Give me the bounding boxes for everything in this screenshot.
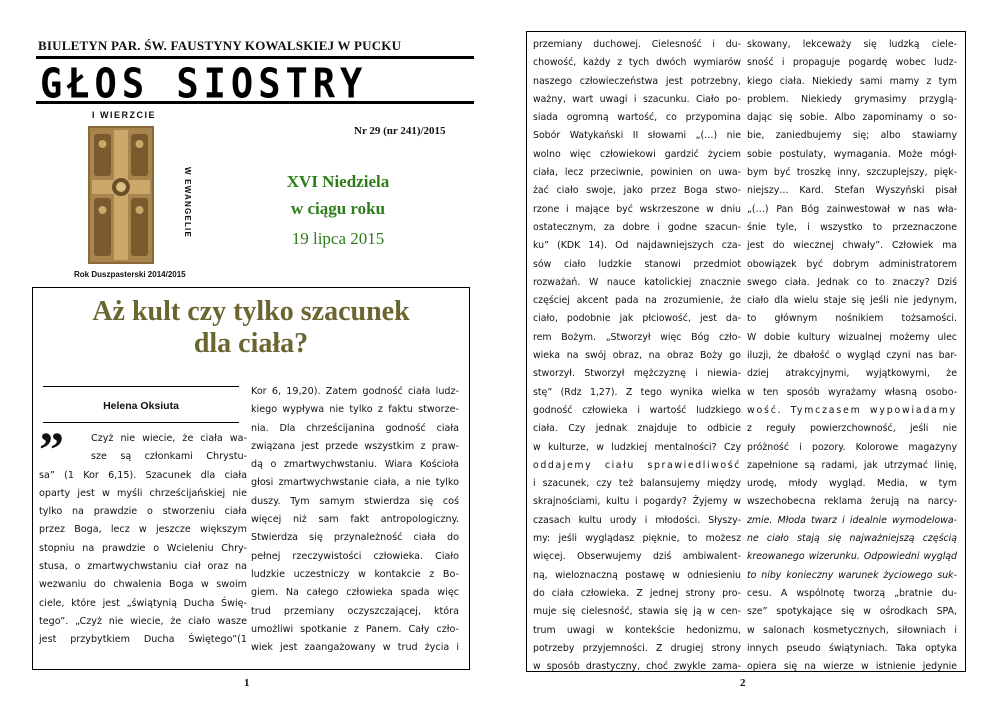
text-line: to niby konieczny warunek życiowego suk-: [747, 569, 957, 581]
text-line: sność i propaguje pogardę wobec ludz-: [747, 57, 957, 69]
text-line: dziej atrakcyjnymi, wyjątkowymi, że: [747, 368, 957, 380]
text-line: trum uwagi w kontekście hedonizmu,: [533, 624, 741, 636]
text-line: umożliwi spotkanie z Panem. Cały czło-: [251, 623, 459, 635]
text-line: w salonach kosmetycznych, siłowniach i: [747, 624, 957, 636]
opening-quote-mark: ”: [39, 421, 64, 477]
text-line: oddajemy ciału sprawiedliwość: [533, 459, 741, 471]
text-line: my: jeśli wyglądasz pięknie, to możesz: [533, 533, 741, 545]
article-frame: [32, 287, 470, 670]
cross-relief-image: [88, 126, 154, 264]
text-line: urodę, młody wygląd. Media, w tym: [747, 478, 957, 490]
page-number-2: 2: [740, 677, 746, 689]
text-line: w sposób drastyczny, choć zwykle zama-: [533, 661, 741, 673]
text-line: potrzeby przyjemności. Z drugiej strony: [533, 642, 741, 654]
text-line: jest przybytkiem Ducha Świętego”(1: [39, 634, 247, 646]
text-line: skowany, lekceważy się ludzką ciele-: [747, 39, 957, 50]
author-rule-bottom: [43, 422, 239, 423]
text-line: tego”. „Czyż nie wiecie, że ciało wasze: [39, 615, 247, 627]
article-title-line-2: dla ciała?: [193, 328, 309, 359]
text-line: ku” (KDK 14). Od najdawniejszych cza-: [533, 240, 741, 252]
text-line: W dobie kultury wizualnej możemy ulec: [747, 331, 957, 343]
text-line: w kulturze, w ludzkiej mentalności? Czy: [533, 441, 741, 453]
text-line: skrajnościami, kultu i pogardy? Żyjemy w: [533, 496, 741, 508]
text-line: przez Boga, lecz w jeszcze większym: [39, 524, 247, 536]
text-line: wiek jest zaangażowany w trud życia i: [251, 642, 459, 654]
text-line: niejszy… Kard. Stefan Wyszyński pisał: [747, 185, 957, 197]
text-line: swego ciała. Jednak co to znaczy? Dziś: [747, 276, 957, 288]
text-line: stworzył. Stworzył mężczyznę i niewia-: [533, 368, 741, 380]
article-column-2: [251, 383, 459, 657]
bulletin-header: BIULETYN PAR. ŚW. FAUSTYNY KOWALSKIEJ W PUCKU: [38, 38, 402, 53]
text-line: częściej akcent pada na zrozumienie, że: [533, 295, 741, 307]
text-line: czasach kultu urody i młodości. Słyszy-: [533, 514, 741, 526]
text-line: to głównym nośnikiem tożsamości.: [747, 313, 957, 325]
article-continuation-frame: [526, 31, 966, 672]
text-line: wolno więc człowiekowi gardzić życiem: [533, 148, 741, 160]
text-line: iluzji, że dbałość o wygląd czyni nas bar-: [747, 350, 957, 362]
issue-date: 19 lipca 2015: [291, 229, 385, 248]
text-line: ciała. Czy jednak znajduje to odbicie: [533, 423, 741, 435]
text-line: wieka na swój obraz, na obraz Boży go: [533, 350, 741, 362]
text-line: trud przemiany oczyszczającej, która: [251, 605, 459, 617]
article-title: [33, 296, 469, 360]
masthead-title: GŁOS SIOSTRY: [40, 59, 368, 104]
text-line: ciele, które jest „świątynią Ducha Świę-: [39, 597, 247, 609]
text-line: w ten sposób wyrażamy własną osobo-: [747, 386, 957, 398]
text-line: obowiązek być dobrym administratorem: [747, 258, 957, 270]
text-line: zapełnione są radami, jak utrzymać linię,: [747, 459, 957, 471]
author-name: Helena Oksiuta: [103, 400, 179, 412]
sunday-title: XVI Niedziela: [286, 172, 390, 191]
text-line: siada ogromną wartość, co przypomina: [533, 112, 741, 124]
text-line: kreowanego wizerunku. Odpowiedni wygląd: [747, 551, 957, 563]
text-line: Czyż nie wiecie, że ciała wa-: [91, 433, 247, 444]
text-line: innych pseudo świątyniach. Taka optyka: [747, 642, 957, 654]
text-line: kiego wypływa nie tylko z faktu stworze-: [251, 404, 459, 416]
text-line: problem. Niekiedy grymasimy przyglą-: [747, 93, 957, 105]
logo-top-text: I WIERZCIE: [92, 110, 156, 120]
text-line: muje się cielesność, stawia się ją w cen-: [533, 606, 741, 618]
text-line: zmie. Młoda twarz i idealnie wymodelowa-: [747, 514, 957, 526]
text-line: rem Bożym. „Stworzył więc Bóg czło-: [533, 331, 741, 343]
text-line: Stwierdza się przynależność ciała do: [251, 532, 459, 544]
text-line: i szacunek, czy też balansujemy między: [533, 478, 741, 490]
text-line: wezwaniu do chwalenia Boga w swoim: [39, 579, 247, 591]
text-line: wszechobecna reklama żerują na narcy-: [747, 496, 957, 508]
text-line: przemiany duchowej. Cielesność i du-: [533, 39, 741, 50]
text-line: żać ciało swoje, jako przez Boga stwo-: [533, 185, 741, 197]
text-line: ciała, lecz przeciwnie, powinien on uwa-: [533, 167, 741, 179]
text-line: Sobór Watykański II słowami „(…) nie: [533, 130, 741, 142]
author-rule-top: [43, 386, 239, 387]
text-line: dą o zmartwychwstaniu. Wiara Kościoła: [251, 459, 459, 471]
text-line: więcej. Obserwujemy dziś ambiwalent-: [533, 551, 741, 563]
text-line: sów ciało ludzkie stanowi przedmiot: [533, 258, 741, 270]
text-line: sze” spotykające się w ośrodkach SPA,: [747, 606, 957, 618]
text-line: bie, zaniedbujemy się; albo stawiamy: [747, 130, 957, 142]
text-line: sze są członkami Chrystu-: [91, 451, 247, 463]
text-line: stusa, o zmartwychwstaniu ciał oraz na: [39, 561, 247, 573]
sunday-subtitle: w ciągu roku: [290, 199, 386, 218]
logo-bottom-text: Rok Duszpasterski 2014/2015: [74, 270, 186, 279]
text-line: stopniu na prawdzie o Wcieleniu Chry-: [39, 542, 247, 554]
text-line: stę” (Rdz 1,27). Z tego wynika wielka: [533, 386, 741, 398]
text-line: pełnej rzeczywistości człowieka. Ciało: [251, 550, 459, 562]
text-line: tylko na prawdzie o stworzeniu ciała: [39, 506, 247, 518]
text-line: więcej niż sam fakt antropologiczny.: [251, 514, 459, 526]
page-2: [496, 0, 992, 702]
year-logo: [74, 110, 192, 280]
text-line: giem. Na całego człowieka spada więc: [251, 587, 459, 599]
text-line: rozważań. W nauce katolickiej znacznie: [533, 276, 741, 288]
continuation-column-2: [747, 36, 957, 676]
text-line: ostatecznym, za dobre i godne szacun-: [533, 221, 741, 233]
text-line: wość. Tymczasem wypowiadamy: [747, 404, 957, 416]
text-line: oparty jest w myśli chrześcijańskiej nie: [39, 487, 247, 499]
text-line: godność człowieka i wartość ludzkiego: [533, 404, 741, 416]
text-line: śnie tyle, i wszystko to przeznaczone: [747, 221, 957, 233]
text-line: duszy. Tym samym stwierdza się coś: [251, 495, 459, 507]
text-line: rzone i mające być wskrzeszone w dniu: [533, 203, 741, 215]
article-title-line-1: Aż kult czy tylko szacunek: [92, 296, 410, 327]
text-line: do ciała człowieka. Z jednej strony pro-: [533, 587, 741, 599]
text-line: sobie postulaty, wymagania. Może mógł-: [747, 148, 957, 160]
text-line: głosi zmartwychwstanie ciała, a nie tylko: [251, 477, 459, 489]
text-line: kiego ciała. Niekiedy sami mamy z tym: [747, 75, 957, 87]
text-line: sa” (1 Kor 6,15). Szacunek dla ciała: [39, 469, 247, 481]
article-column-1: [39, 421, 247, 650]
issue-number: Nr 29 (nr 241)/2015: [354, 125, 446, 137]
text-line: ciało dla wielu staje się jeśli nie jedynym,: [747, 295, 957, 307]
text-line: związana jest przede wszystkim z praw-: [251, 440, 459, 452]
masthead: [36, 56, 474, 104]
text-line: opiera się na wierze w istnienie jedynie: [747, 661, 957, 673]
text-line: ne ciało stają się najważniejszą częścią: [747, 533, 957, 545]
liturgical-date: [238, 170, 438, 254]
text-line: naszego człowieczeństwa jest potrzebny,: [533, 75, 741, 87]
text-line: „(…) Pan Bóg zainwestował w nas wła-: [747, 203, 957, 215]
text-line: ciało, podobnie jak płciowość, jest da-: [533, 313, 741, 325]
continuation-column-1: [533, 36, 741, 676]
text-line: dając się sobie. Albo zapominamy o so-: [747, 112, 957, 124]
text-line: ludzkie uczestniczy w kontakcie z Bo-: [251, 568, 459, 580]
text-line: próżność i pozory. Kolorowe magazyny: [747, 441, 957, 453]
text-line: Kor 6, 19,20). Zatem godność ciała ludz-: [251, 386, 459, 397]
text-line: bym być troszkę inny, szczuplejszy, pięk-: [747, 167, 957, 179]
text-line: z reguły powierzchowność, jeśli nie: [747, 423, 957, 435]
text-line: ną, wieloznaczną postawę w odniesieniu: [533, 569, 741, 581]
logo-right-text: W EWANGELIE: [182, 167, 192, 238]
text-line: chowość, każdy z tych dwóch wymiarów: [533, 57, 741, 69]
text-line: jest do wiecznej chwały”. Człowiek ma: [747, 240, 957, 252]
page-number-1: 1: [244, 677, 250, 689]
text-line: nia. Dla chrześcijanina godność ciała: [251, 422, 459, 434]
text-line: ważny, wart uwagi i szacunku. Ciało po-: [533, 93, 741, 105]
text-line: cesu. A wspólnotę tworzą „bratnie du-: [747, 587, 957, 599]
